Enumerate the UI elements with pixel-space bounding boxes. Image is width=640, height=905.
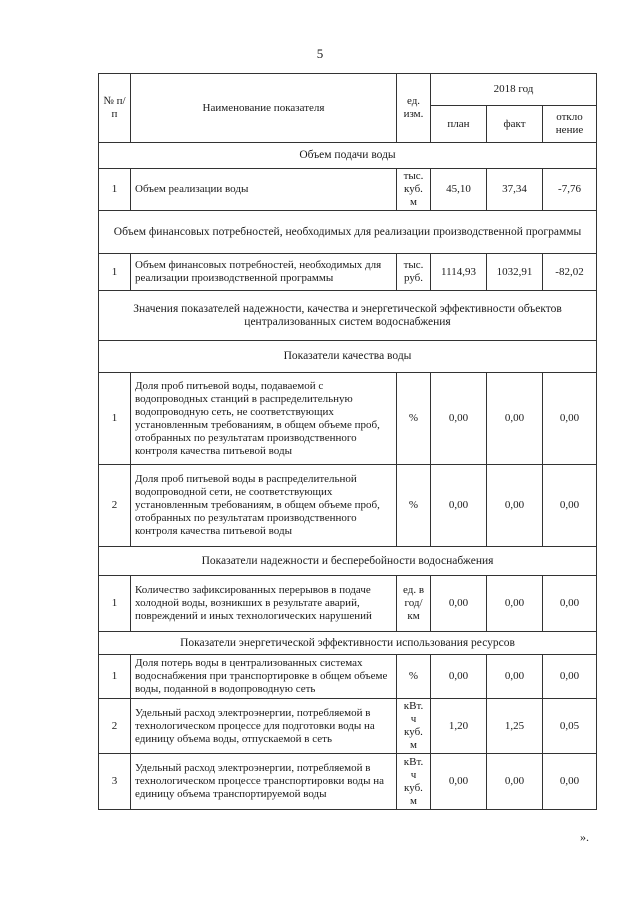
row-num: 1 — [99, 655, 131, 699]
closing-quote-mark: ». — [580, 830, 589, 844]
row-unit: % — [397, 655, 431, 699]
header-plan: план — [431, 106, 487, 143]
row-num: 1 — [99, 169, 131, 211]
row-num: 1 — [99, 254, 131, 291]
table-row — [99, 254, 597, 291]
section-title: Показатели качества воды — [99, 341, 597, 373]
section-title: Показатели надежности и бесперебойности водоснабжения — [99, 547, 597, 576]
row-unit: кВт. ч куб. м — [397, 754, 431, 810]
indicators-table — [98, 73, 597, 810]
page-number: 5 — [316, 46, 324, 61]
row-num: 1 — [99, 576, 131, 632]
table-row — [99, 754, 597, 810]
row-plan: 0,00 — [431, 465, 487, 547]
row-deviation: 0,00 — [543, 465, 597, 547]
table-row — [99, 655, 597, 699]
table-row — [99, 465, 597, 547]
row-unit: тыс. руб. — [397, 254, 431, 291]
row-name: Объем финансовых потребностей, необходимых для реализации производственной программы — [131, 254, 397, 291]
row-deviation: 0,00 — [543, 373, 597, 465]
section-title: Показатели энергетической эффективности использования ресурсов — [99, 632, 597, 655]
row-unit: ед. в год/ км — [397, 576, 431, 632]
row-unit: кВт. ч куб. м — [397, 699, 431, 754]
header-name: Наименование показателя — [131, 74, 397, 143]
row-name: Удельный расход электроэнергии, потребляемой в технологическом процессе транспортировки воды на единицу объема транспортируемой воды — [131, 754, 397, 810]
row-fact: 1032,91 — [487, 254, 543, 291]
row-num: 1 — [99, 373, 131, 465]
row-plan: 0,00 — [431, 754, 487, 810]
header-num: № п/п — [99, 74, 131, 143]
row-name: Доля проб питьевой воды в распределительной водопроводной сети, не соответствующих установленным требованиям, в общем объеме проб, отобранных по результатам производственного контроля качества питьевой воды — [131, 465, 397, 547]
row-deviation: 0,00 — [543, 655, 597, 699]
row-fact: 0,00 — [487, 576, 543, 632]
header-unit: ед. изм. — [397, 74, 431, 143]
row-fact: 0,00 — [487, 465, 543, 547]
row-unit: % — [397, 465, 431, 547]
row-deviation: 0,00 — [543, 576, 597, 632]
table-row — [99, 373, 597, 465]
row-plan: 1,20 — [431, 699, 487, 754]
row-plan: 1114,93 — [431, 254, 487, 291]
row-fact: 0,00 — [487, 655, 543, 699]
row-deviation: -82,02 — [543, 254, 597, 291]
table-row — [99, 169, 597, 211]
row-plan: 0,00 — [431, 576, 487, 632]
table-row — [99, 576, 597, 632]
row-fact: 0,00 — [487, 373, 543, 465]
row-unit: % — [397, 373, 431, 465]
row-num: 2 — [99, 699, 131, 754]
row-name: Объем реализации воды — [131, 169, 397, 211]
table-row — [99, 699, 597, 754]
row-name: Доля проб питьевой воды, подаваемой с водопроводных станций в распределительную водопроводную сеть, не соответствующих установленным требованиям, в общем объеме проб, отобранных по результатам производственного контроля качества питьевой воды — [131, 373, 397, 465]
header-year: 2018 год — [431, 74, 597, 106]
row-plan: 45,10 — [431, 169, 487, 211]
row-deviation: 0,05 — [543, 699, 597, 754]
section-title: Объем подачи воды — [99, 143, 597, 169]
row-fact: 0,00 — [487, 754, 543, 810]
row-name: Количество зафиксированных перерывов в подаче холодной воды, возникших в результате аварий, повреждений и иных технологических нарушений — [131, 576, 397, 632]
row-deviation: 0,00 — [543, 754, 597, 810]
row-fact: 1,25 — [487, 699, 543, 754]
header-deviation: откло нение — [543, 106, 597, 143]
row-num: 3 — [99, 754, 131, 810]
row-fact: 37,34 — [487, 169, 543, 211]
row-num: 2 — [99, 465, 131, 547]
row-name: Доля потерь воды в централизованных системах водоснабжения при транспортировке в общем объеме воды, поданной в водопроводную сеть — [131, 655, 397, 699]
section-title: Значения показателей надежности, качества и энергетической эффективности объектов централизованных систем водоснабжения — [99, 291, 597, 341]
row-unit: тыс. куб. м — [397, 169, 431, 211]
row-plan: 0,00 — [431, 373, 487, 465]
section-title: Объем финансовых потребностей, необходимых для реализации производственной программы — [99, 211, 597, 254]
header-fact: факт — [487, 106, 543, 143]
row-name: Удельный расход электроэнергии, потребляемой в технологическом процессе для подготовки воды на единицу объема воды, отпускаемой в сеть — [131, 699, 397, 754]
row-plan: 0,00 — [431, 655, 487, 699]
row-deviation: -7,76 — [543, 169, 597, 211]
